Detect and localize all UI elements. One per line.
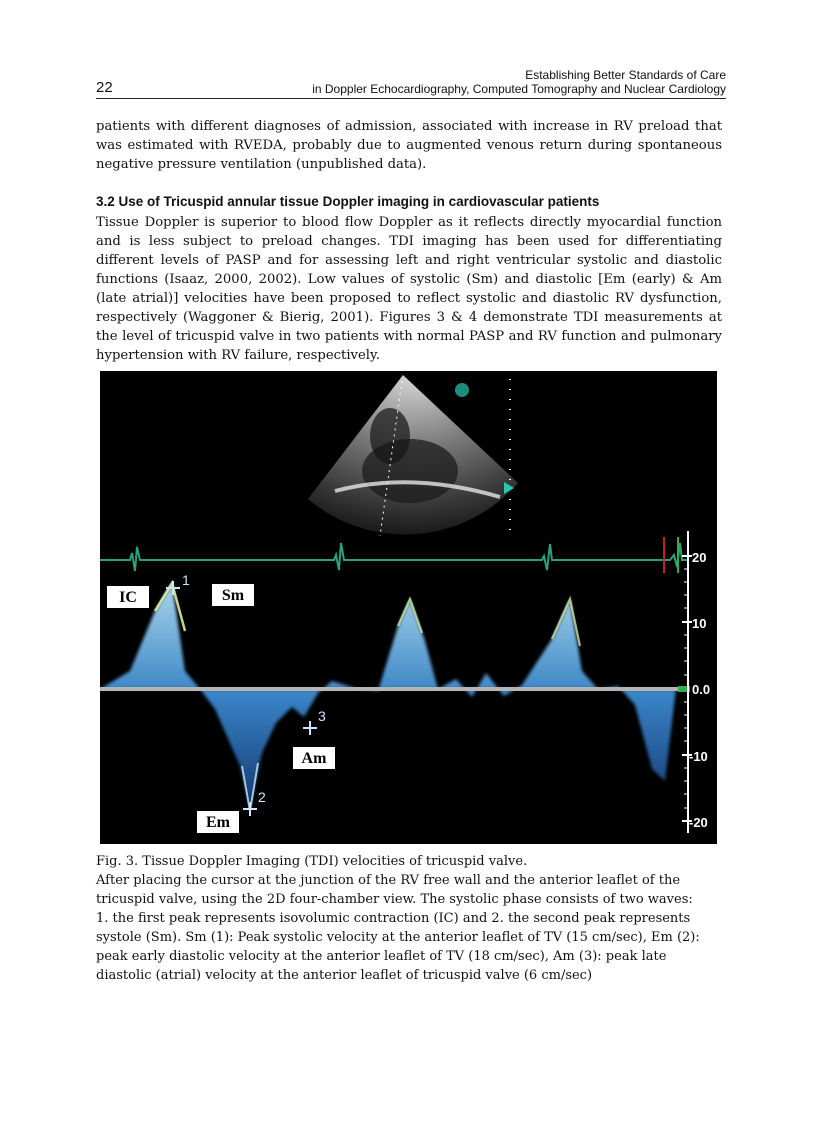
section-paragraph: Tissue Doppler is superior to blood flow Doppler as it reflects directly myocardial function and is less subject to preload changes. TDI imaging has been used for differentiating different levels of PASP and for assessing left and right ventricular systolic and diastolic functions (Isaaz, 2000, 2002). Low values of systolic (Sm) and diastolic [Em (early) & Am (late atrial)] velocities have been proposed to reflect systolic and diastolic RV dysfunction, respectively (Waggoner & Bierig, 2001). Figures 3 & 4 demonstrate TDI measurements at the level of tricuspid valve in two patients with normal PASP and RV function and pulmonary hypertension with RV failure, respectively. — [96, 215, 722, 363]
caption-line-6: peak early diastolic velocity at the anterior leaflet of TV (18 cm/sec), Am (3): peak late — [96, 949, 667, 964]
page-header — [96, 68, 726, 99]
label-am: Am — [301, 750, 327, 767]
scale-tick-minus-20: -20 — [689, 815, 708, 830]
caption-line-2: After placing the cursor at the junction of the RV free wall and the anterior leaflet of the — [96, 873, 681, 888]
scale-tick-minus-10: -10 — [689, 749, 708, 764]
cursor-number-3: 3 — [318, 708, 326, 724]
caption-line-5: systole (Sm). Sm (1): Peak systolic velocity at the anterior leaflet of TV (15 cm/sec), Em (2): — [96, 930, 700, 945]
page-number: 22 — [96, 79, 113, 96]
caption-line-4: 1. the first peak represents isovolumic contraction (IC) and 2. the second peak represents — [96, 911, 691, 926]
caption-line-3: tricuspid valve, using the 2D four-chamber view. The systolic phase consists of two waves: — [96, 892, 693, 907]
caption-line-1: Fig. 3. Tissue Doppler Imaging (TDI) velocities of tricuspid valve. — [96, 854, 528, 869]
figure-caption — [96, 852, 722, 985]
cursor-number-2: 2 — [258, 789, 266, 805]
tdi-figure — [100, 371, 717, 844]
running-title-line2: in Doppler Echocardiography, Computed Tomography and Nuclear Cardiology — [312, 82, 726, 96]
paragraph-continued: patients with different diagnoses of admission, associated with increase in RV preload that was estimated with RVEDA, probably due to augmented venous return during spontaneous negative pressure ventilation (unpublished data). — [96, 119, 722, 172]
label-em: Em — [206, 814, 230, 831]
cursor-number-1: 1 — [182, 572, 190, 588]
running-title — [312, 68, 726, 96]
scale-tick-10: 10 — [692, 616, 707, 631]
label-sm: Sm — [221, 587, 245, 604]
running-title-line1: Establishing Better Standards of Care — [525, 68, 726, 82]
scale-tick-20: 20 — [692, 550, 707, 565]
caption-line-7: diastolic (atrial) velocity at the anterior leaflet of tricuspid valve (6 cm/sec) — [96, 968, 593, 983]
label-ic: IC — [119, 589, 137, 606]
section-heading: 3.2 Use of Tricuspid annular tissue Doppler imaging in cardiovascular patients — [96, 194, 600, 209]
scale-tick-zero: 0.0 — [692, 682, 711, 697]
